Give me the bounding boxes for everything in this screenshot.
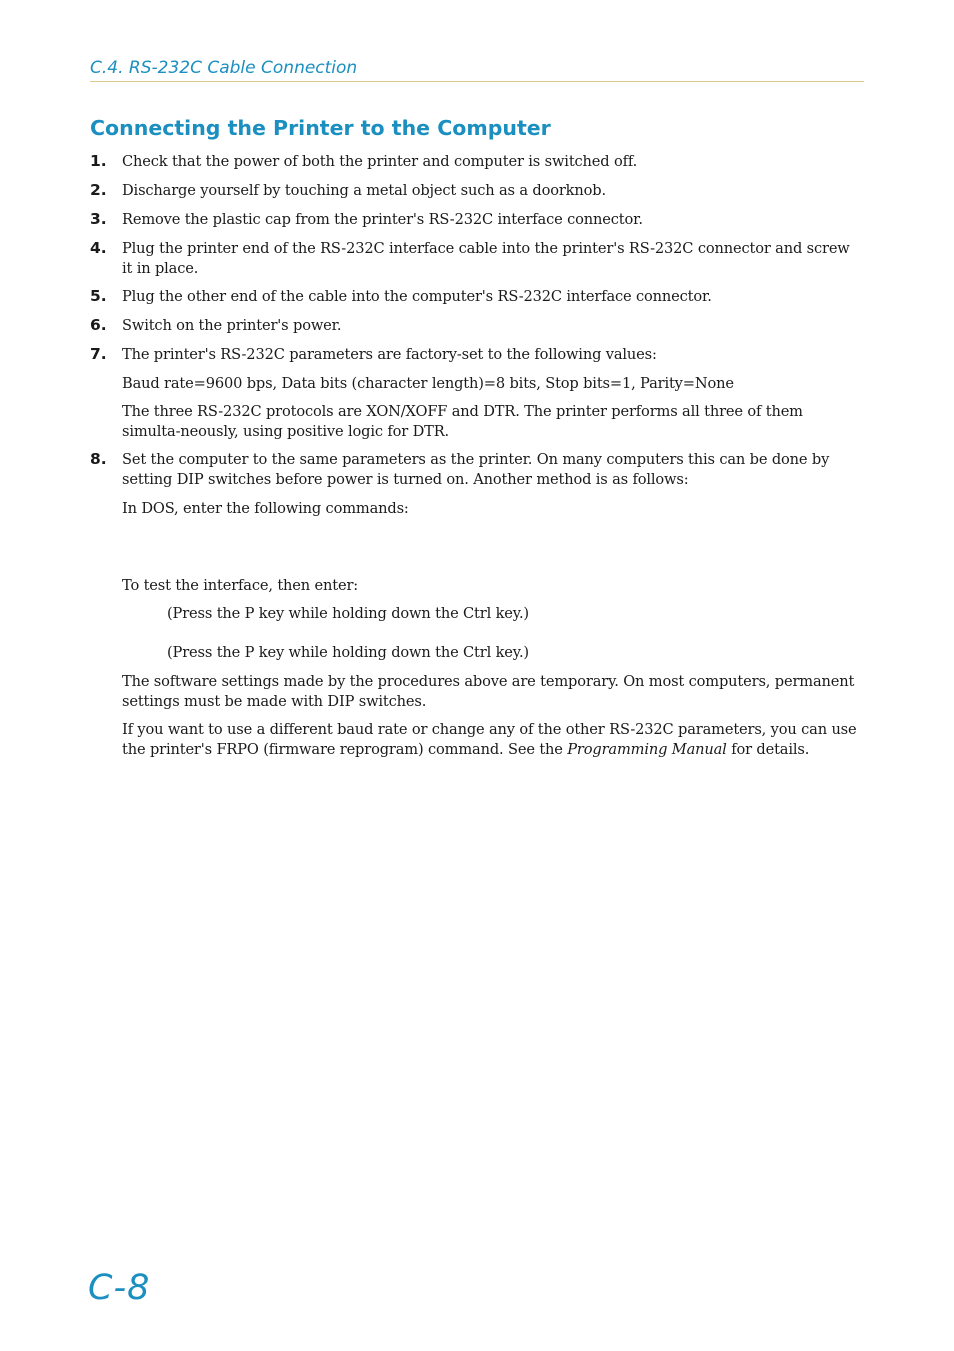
- section-heading: Connecting the Printer to the Computer: [90, 116, 551, 140]
- step-text: Remove the plastic cap from the printer's RS-232C interface connector.: [122, 211, 643, 228]
- step-number: 4.: [90, 239, 107, 257]
- step-number: 3.: [90, 210, 107, 228]
- frpo-note: [122, 720, 864, 759]
- frpo-text-end: for details.: [726, 740, 810, 758]
- running-header: C.4. RS-232C Cable Connection: [90, 58, 864, 82]
- step-number: 2.: [90, 181, 107, 199]
- page-number: C-8: [88, 1268, 151, 1308]
- step-text: Plug the other end of the cable into the computer's RS-232C interface connector.: [122, 288, 712, 305]
- frpo-text: If you want to use a different baud rate or change any of the other RS-232C parameters, you can use the printer's FRPO (firmware reprogram) command. See the: [122, 721, 857, 758]
- step-text: Check that the power of both the printer and computer is switched off.: [122, 153, 638, 170]
- ctrl-p-note: (Press the P key while holding down the Ctrl key.): [167, 644, 529, 661]
- step-text: Switch on the printer's power.: [122, 317, 342, 334]
- step-number: 7.: [90, 345, 107, 363]
- step-number: 8.: [90, 450, 107, 468]
- step-number: 5.: [90, 287, 107, 305]
- step-text: Set the computer to the same parameters as the printer. On many computers this can be done by setting DIP switches before power is turned on. Another method is as follows:: [122, 451, 830, 488]
- manual-title: Programming Manual: [567, 740, 727, 758]
- factory-values: Baud rate=9600 bps, Data bits (character length)=8 bits, Stop bits=1, Parity=None: [122, 375, 734, 392]
- step-text: Plug the printer end of the RS-232C interface cable into the printer's RS-232C connector and screw it in place.: [122, 240, 850, 277]
- ctrl-p-note: (Press the P key while holding down the Ctrl key.): [167, 605, 529, 622]
- test-intro: To test the interface, then enter:: [122, 577, 359, 594]
- step-number: 1.: [90, 152, 107, 170]
- protocols-note: The three RS-232C protocols are XON/XOFF and DTR. The printer performs all three of them simulta-neously, using positive logic for DTR.: [122, 403, 803, 440]
- step-text: The printer's RS-232C parameters are factory-set to the following values:: [122, 346, 657, 363]
- software-note: The software settings made by the procedures above are temporary. On most computers, permanent settings must be made with DIP switches.: [122, 673, 855, 710]
- step-number: 6.: [90, 316, 107, 334]
- dos-intro: In DOS, enter the following commands:: [122, 500, 409, 517]
- step-text: Discharge yourself by touching a metal object such as a doorknob.: [122, 182, 606, 199]
